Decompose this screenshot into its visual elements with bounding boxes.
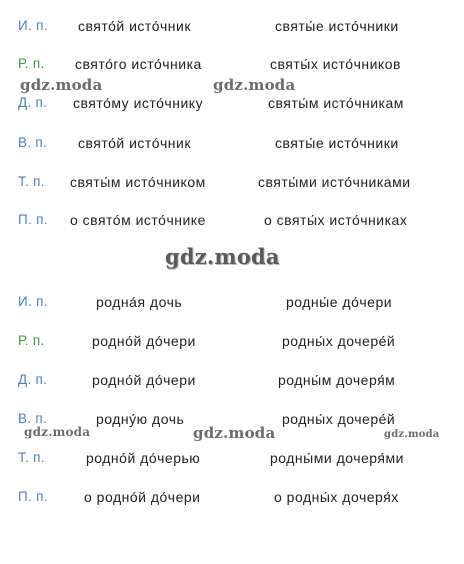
watermark: gdz.moda xyxy=(165,244,280,269)
watermark: gdz.moda xyxy=(193,424,276,442)
case-label: В. п. xyxy=(18,411,48,426)
watermark: gdz.moda xyxy=(213,76,296,94)
singular-form: о родно́й до́чери xyxy=(84,489,201,505)
case-label: Д. п. xyxy=(18,372,48,387)
case-label: И. п. xyxy=(18,294,48,309)
case-label: П. п. xyxy=(18,212,48,227)
table-row xyxy=(0,294,464,316)
table-row xyxy=(0,95,464,117)
singular-form: святы́м исто́чником xyxy=(70,174,206,190)
table-row xyxy=(0,56,464,78)
table-row xyxy=(0,135,464,157)
table-row xyxy=(0,18,464,40)
plural-form: родны́е до́чери xyxy=(286,294,393,310)
plural-form: родны́ми дочеря́ми xyxy=(270,450,404,466)
case-label: Р. п. xyxy=(18,333,45,348)
singular-form: родно́й до́черью xyxy=(86,450,201,466)
table-row xyxy=(0,450,464,472)
case-label: Т. п. xyxy=(18,174,45,189)
plural-form: родны́м дочеря́м xyxy=(278,372,396,388)
table-row xyxy=(0,174,464,196)
singular-form: родно́й до́чери xyxy=(92,333,196,349)
plural-form: святы́ми исто́чниками xyxy=(258,174,411,190)
watermark: gdz.moda xyxy=(20,76,103,94)
plural-form: о святы́х исто́чниках xyxy=(264,212,408,228)
plural-form: святы́е исто́чники xyxy=(275,135,399,151)
plural-form: родны́х дочере́й xyxy=(282,333,396,349)
singular-form: свято́й исто́чник xyxy=(78,18,191,34)
table-row xyxy=(0,212,464,234)
case-label: И. п. xyxy=(18,18,48,33)
plural-form: о родны́х дочеря́х xyxy=(274,489,399,505)
singular-form: родна́я дочь xyxy=(96,294,183,310)
singular-form: свято́му исто́чнику xyxy=(73,95,204,111)
table-row xyxy=(0,372,464,394)
case-label: П. п. xyxy=(18,489,48,504)
table-row xyxy=(0,489,464,511)
case-label: Т. п. xyxy=(18,450,45,465)
case-label: Р. п. xyxy=(18,56,45,71)
plural-form: святы́м исто́чникам xyxy=(268,95,404,111)
plural-form: родны́х дочере́й xyxy=(282,411,396,427)
plural-form: святы́е исто́чники xyxy=(275,18,399,34)
case-label: Д. п. xyxy=(18,95,48,110)
singular-form: родну́ю дочь xyxy=(96,411,185,427)
table-row xyxy=(0,333,464,355)
watermark: gdz.moda xyxy=(384,429,440,440)
singular-form: свято́й исто́чник xyxy=(78,135,191,151)
singular-form: о свято́м исто́чнике xyxy=(70,212,206,228)
singular-form: родно́й до́чери xyxy=(92,372,196,388)
watermark: gdz.moda xyxy=(24,425,91,439)
plural-form: святы́х исто́чников xyxy=(270,56,401,72)
singular-form: свято́го исто́чника xyxy=(75,56,202,72)
case-label: В. п. xyxy=(18,135,48,150)
